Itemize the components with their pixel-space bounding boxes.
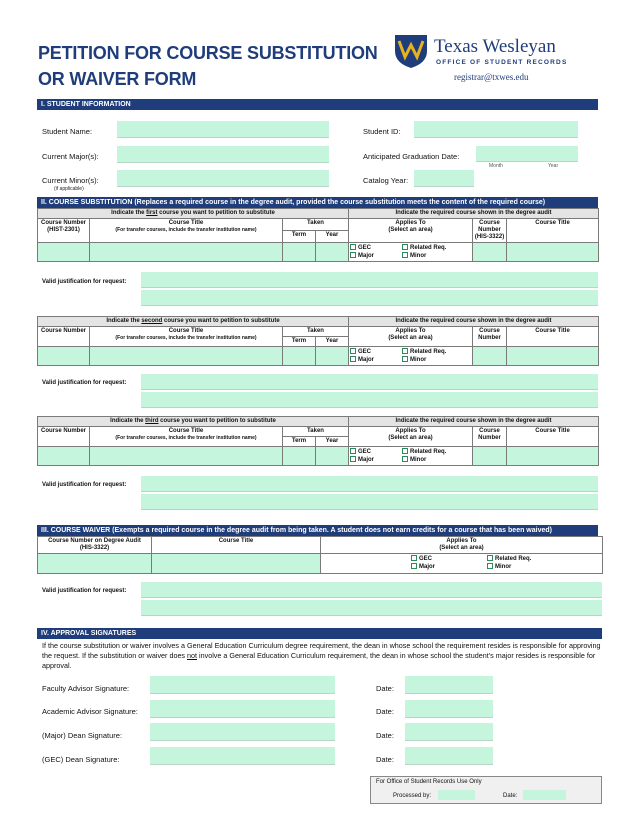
third-justification-field-1[interactable]: [141, 476, 598, 492]
waiver-course-number-header: Course Number on Degree Audit (HIS-3322): [38, 537, 152, 554]
second-minor-checkbox[interactable]: Minor: [402, 356, 426, 364]
processed-by-field[interactable]: [438, 790, 475, 800]
third-related-checkbox[interactable]: Related Req.: [402, 448, 446, 456]
student-name-label: Student Name:: [42, 127, 93, 136]
second-left-header: Indicate the second course you want to petition to substitute: [38, 317, 349, 327]
current-major-field[interactable]: [117, 146, 329, 163]
waiver-justification-field-1[interactable]: [141, 582, 602, 598]
title-line-2: OR WAIVER FORM: [38, 69, 197, 89]
third-req-number-field[interactable]: [473, 447, 507, 466]
faculty-advisor-signature-field[interactable]: [150, 676, 335, 694]
first-req-title-field[interactable]: [507, 243, 599, 262]
section-4-heading: IV. APPROVAL SIGNATURES: [37, 628, 602, 639]
third-course-number-header: Course Number: [38, 427, 90, 447]
third-right-header: Indicate the required course shown in the degree audit: [349, 417, 599, 427]
second-right-header: Indicate the required course shown in the degree audit: [349, 317, 599, 327]
waiver-justification-label: Valid justification for request:: [42, 588, 127, 594]
first-course-number-header: Course Number (HIST-2301): [38, 219, 90, 243]
second-term-field[interactable]: [283, 347, 316, 366]
third-left-header: Indicate the third course you want to petition to substitute: [38, 417, 349, 427]
current-major-label: Current Major(s):: [42, 152, 99, 161]
approval-paragraph: If the course substitution or waiver involves a General Education Curriculum degree requirement, the dean in whose school the requirement resides is responsible for approving the request. If the substitution or waiver does not involve a General Education Curriculum requirement, the dean in whose school the student’s major resides is responsible for approval.: [42, 641, 601, 670]
first-related-checkbox[interactable]: Related Req.: [402, 244, 446, 252]
gec-dean-signature-field[interactable]: [150, 747, 335, 765]
faculty-date-field[interactable]: [405, 676, 493, 694]
third-justification-label: Valid justification for request:: [42, 482, 127, 488]
third-gec-checkbox[interactable]: GEC: [350, 448, 402, 456]
year-caption: Year: [548, 163, 559, 169]
second-justification-label: Valid justification for request:: [42, 380, 127, 386]
third-year-field[interactable]: [316, 447, 349, 466]
first-req-number-field[interactable]: [473, 243, 507, 262]
form-title: [38, 40, 378, 92]
waiver-minor-checkbox[interactable]: Minor: [487, 563, 511, 571]
third-course-title-field[interactable]: [90, 447, 283, 466]
section-1-heading: I. STUDENT INFORMATION: [37, 99, 598, 110]
third-justification-field-2[interactable]: [141, 494, 598, 510]
waiver-course-number-field[interactable]: [38, 554, 152, 574]
waiver-applies-to-options: [321, 554, 603, 574]
first-substitution-table: [37, 208, 599, 262]
first-left-header: Indicate the first course you want to petition to substitute: [38, 209, 349, 219]
second-course-number-field[interactable]: [38, 347, 90, 366]
third-substitution-table: [37, 416, 599, 466]
first-right-header: Indicate the required course shown in the degree audit: [349, 209, 599, 219]
second-course-title-field[interactable]: [90, 347, 283, 366]
faculty-date-label: Date:: [376, 684, 394, 693]
first-course-title-field[interactable]: [90, 243, 283, 262]
faculty-advisor-label: Faculty Advisor Signature:: [42, 684, 130, 693]
third-taken-header: Taken: [283, 427, 349, 437]
third-req-number-header: Course Number: [473, 427, 507, 447]
third-minor-checkbox[interactable]: Minor: [402, 456, 426, 464]
third-term-field[interactable]: [283, 447, 316, 466]
processed-by-label: Processed by:: [393, 793, 432, 799]
first-term-header: Term: [283, 231, 316, 243]
current-minor-field[interactable]: [117, 170, 329, 187]
third-applies-to-options: [349, 447, 473, 466]
second-applies-to-options: [349, 347, 473, 366]
waiver-course-title-header: Course Title: [152, 537, 321, 554]
logo-subtitle: OFFICE OF STUDENT RECORDS: [436, 59, 568, 66]
student-name-field[interactable]: [117, 121, 329, 138]
second-course-title-header: Course Title (For transfer courses, include the transfer institution name): [90, 327, 283, 347]
second-taken-header: Taken: [283, 327, 349, 337]
office-date-field[interactable]: [523, 790, 566, 800]
office-use-label: For Office of Student Records Use Only: [376, 779, 482, 785]
third-req-title-field[interactable]: [507, 447, 599, 466]
current-minor-label: Current Minor(s):: [42, 176, 99, 185]
office-use-box: [370, 776, 602, 804]
waiver-applies-to-header: Applies To (Select an area): [321, 537, 603, 554]
second-related-checkbox[interactable]: Related Req.: [402, 348, 446, 356]
catalog-year-label: Catalog Year:: [363, 176, 409, 185]
second-applies-to-header: Applies To (Select an area): [349, 327, 473, 347]
third-term-header: Term: [283, 437, 316, 447]
major-dean-signature-field[interactable]: [150, 723, 335, 741]
second-req-number-field[interactable]: [473, 347, 507, 366]
grad-date-field[interactable]: [476, 146, 578, 162]
student-id-label: Student ID:: [363, 127, 401, 136]
section-3-heading: III. COURSE WAIVER (Exempts a required course in the degree audit from being taken. A student does not earn credits for a course that has been waived): [37, 525, 598, 536]
waiver-major-checkbox[interactable]: Major: [411, 563, 487, 571]
registrar-email[interactable]: registrar@txwes.edu: [454, 72, 529, 82]
first-applies-to-options: [349, 243, 473, 262]
second-term-header: Term: [283, 337, 316, 347]
major-dean-date-field[interactable]: [405, 723, 493, 741]
second-req-title-field[interactable]: [507, 347, 599, 366]
first-gec-checkbox[interactable]: GEC: [350, 244, 402, 252]
academic-date-field[interactable]: [405, 700, 493, 718]
second-major-checkbox[interactable]: Major: [350, 356, 402, 364]
first-applies-to-header: Applies To (Select an area): [349, 219, 473, 243]
first-justification-field-2[interactable]: [141, 290, 598, 306]
first-req-title-header: Course Title: [507, 219, 599, 243]
first-course-title-header: Course Title (For transfer courses, include the transfer institution name): [90, 219, 283, 243]
major-dean-date-label: Date:: [376, 731, 394, 740]
office-date-label: Date:: [503, 793, 518, 799]
academic-advisor-signature-field[interactable]: [150, 700, 335, 718]
major-dean-label: (Major) Dean Signature:: [42, 731, 123, 740]
second-year-header: Year: [316, 337, 349, 347]
first-justification-label: Valid justification for request:: [42, 279, 127, 285]
academic-advisor-label: Academic Advisor Signature:: [42, 707, 138, 716]
waiver-course-title-field[interactable]: [152, 554, 321, 574]
second-req-number-header: Course Number: [473, 327, 507, 347]
third-applies-to-header: Applies To (Select an area): [349, 427, 473, 447]
gec-dean-label: (GEC) Dean Signature:: [42, 755, 120, 764]
first-req-number-header: Course Number (HIS-3322): [473, 219, 507, 243]
title-line-1: PETITION FOR COURSE SUBSTITUTION: [38, 43, 378, 63]
gec-dean-date-field[interactable]: [405, 747, 493, 765]
waiver-justification-field-2[interactable]: [141, 600, 602, 616]
waiver-table: [37, 536, 603, 574]
second-substitution-table: [37, 316, 599, 366]
gec-dean-date-label: Date:: [376, 755, 394, 764]
third-course-title-header: Course Title (For transfer courses, include the transfer institution name): [90, 427, 283, 447]
logo-name: Texas Wesleyan: [434, 36, 556, 57]
third-major-checkbox[interactable]: Major: [350, 456, 402, 464]
first-taken-header: Taken: [283, 219, 349, 231]
second-course-number-header: Course Number: [38, 327, 90, 347]
academic-date-label: Date:: [376, 707, 394, 716]
waiver-related-checkbox[interactable]: Related Req.: [487, 555, 531, 563]
catalog-year-field[interactable]: [414, 170, 474, 187]
month-caption: Month: [489, 163, 503, 169]
third-year-header: Year: [316, 437, 349, 447]
first-year-field[interactable]: [316, 243, 349, 262]
first-course-number-field[interactable]: [38, 243, 90, 262]
first-minor-checkbox[interactable]: Minor: [402, 252, 426, 260]
student-id-field[interactable]: [414, 121, 578, 138]
grad-date-label: Anticipated Graduation Date:: [363, 152, 460, 161]
first-term-field[interactable]: [283, 243, 316, 262]
if-applicable-note: (if applicable): [54, 186, 84, 192]
university-shield-logo: [393, 33, 429, 69]
section-2-heading: II. COURSE SUBSTITUTION (Replaces a required course in the degree audit, provided the course substitution meets the content of the required course): [37, 197, 598, 208]
waiver-gec-checkbox[interactable]: GEC: [411, 555, 487, 563]
second-req-title-header: Course Title: [507, 327, 599, 347]
third-course-number-field[interactable]: [38, 447, 90, 466]
first-year-header: Year: [316, 231, 349, 243]
first-major-checkbox[interactable]: Major: [350, 252, 402, 260]
second-justification-field-1[interactable]: [141, 374, 598, 390]
second-year-field[interactable]: [316, 347, 349, 366]
second-gec-checkbox[interactable]: GEC: [350, 348, 402, 356]
third-req-title-header: Course Title: [507, 427, 599, 447]
first-justification-field-1[interactable]: [141, 272, 598, 288]
second-justification-field-2[interactable]: [141, 392, 598, 408]
